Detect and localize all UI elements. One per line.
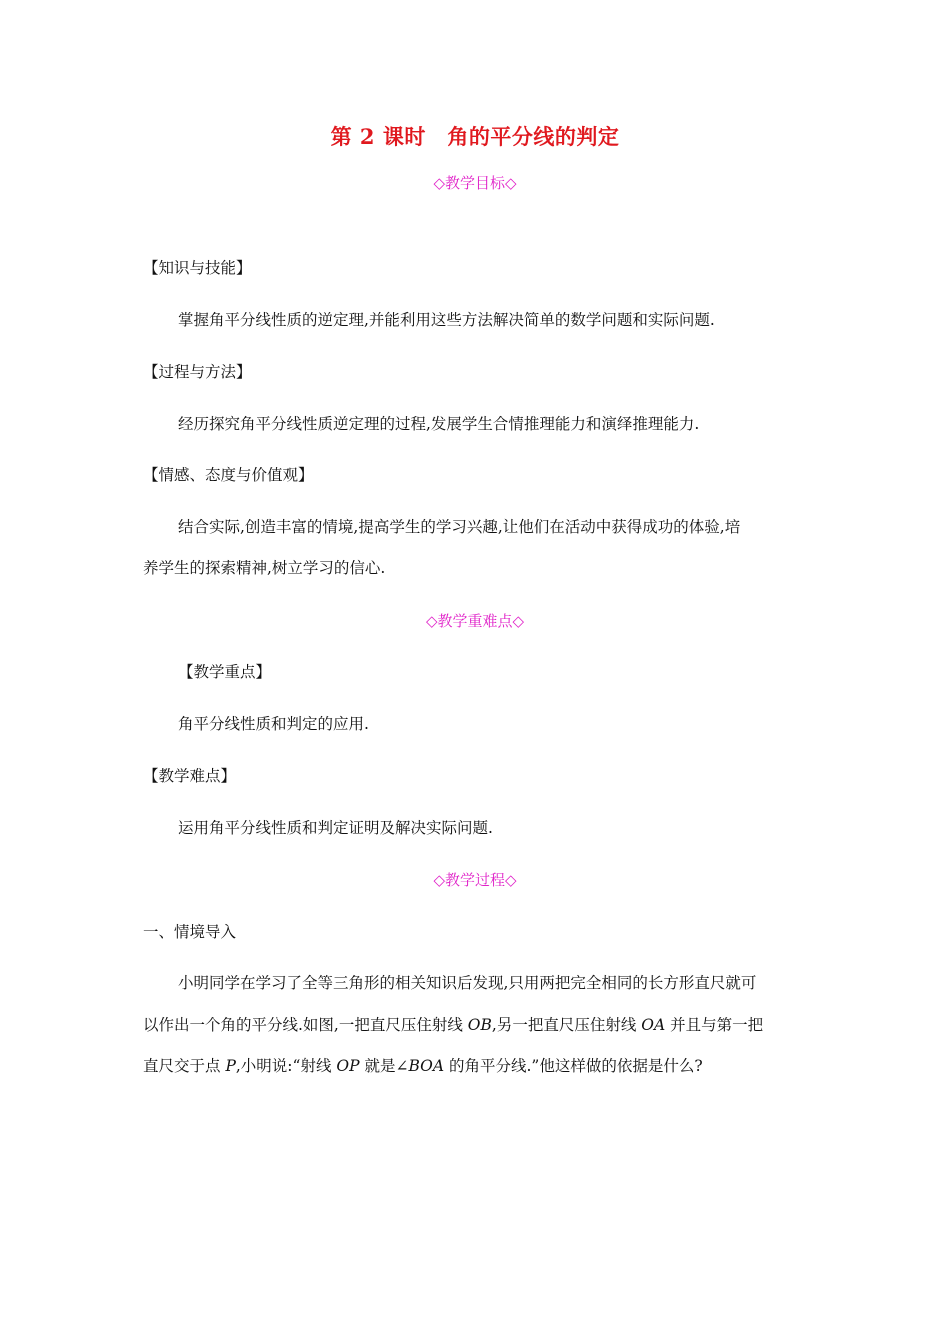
section-heading-process: ◇教学过程◇	[433, 871, 517, 889]
heading-process-method: 【过程与方法】	[143, 363, 252, 381]
lesson-title: 第 2 课时 角的平分线的判定	[330, 124, 620, 149]
variable-OA: OA	[641, 1016, 666, 1034]
paragraph-line-3-part-c: 就是∠	[359, 1057, 409, 1075]
paragraph-line-3-part-b: ,小明说:“射线	[235, 1057, 337, 1075]
text-emotion-line-2: 养学生的探索精神,树立学习的信心.	[143, 559, 386, 577]
paragraph-line-2-part-b: ,另一把直尺压住射线	[491, 1016, 642, 1034]
variable-OP: OP	[336, 1057, 360, 1075]
section-heading-key-points: ◇教学重难点◇	[425, 612, 525, 630]
paragraph-line-3-part-a: 直尺交于点	[143, 1057, 226, 1075]
text-process-method: 经历探究角平分线性质逆定理的过程,发展学生合情推理能力和演绎推理能力.	[178, 415, 700, 433]
variable-BOA: BOA	[408, 1057, 445, 1075]
heading-step-1: 一、情境导入	[143, 923, 237, 941]
section-heading-goals: ◇教学目标◇	[433, 174, 517, 192]
variable-OB: OB	[467, 1016, 492, 1034]
heading-key-point: 【教学重点】	[178, 663, 272, 681]
heading-knowledge-skills: 【知识与技能】	[143, 259, 252, 277]
variable-P: P	[225, 1057, 236, 1075]
paragraph-line-1: 小明同学在学习了全等三角形的相关知识后发现,只用两把完全相同的长方形直尺就可	[178, 974, 757, 992]
paragraph-line-2-part-c: 并且与第一把	[665, 1016, 764, 1034]
text-key-point: 角平分线性质和判定的应用.	[178, 715, 369, 733]
text-emotion-line-1: 结合实际,创造丰富的情境,提高学生的学习兴趣,让他们在活动中获得成功的体验,培	[178, 518, 741, 536]
paragraph-line-3	[143, 1055, 703, 1077]
paragraph-line-3-part-d: 的角平分线.”他这样做的依据是什么?	[444, 1057, 703, 1075]
heading-emotion-attitude: 【情感、态度与价值观】	[143, 466, 314, 484]
paragraph-line-2-part-a: 以作出一个角的平分线.如图,一把直尺压住射线	[143, 1016, 468, 1034]
text-knowledge-skills: 掌握角平分线性质的逆定理,并能利用这些方法解决简单的数学问题和实际问题.	[178, 311, 715, 329]
text-difficult-point: 运用角平分线性质和判定证明及解决实际问题.	[178, 819, 493, 837]
heading-difficult-point: 【教学难点】	[143, 767, 237, 785]
paragraph-line-2	[143, 1014, 763, 1036]
